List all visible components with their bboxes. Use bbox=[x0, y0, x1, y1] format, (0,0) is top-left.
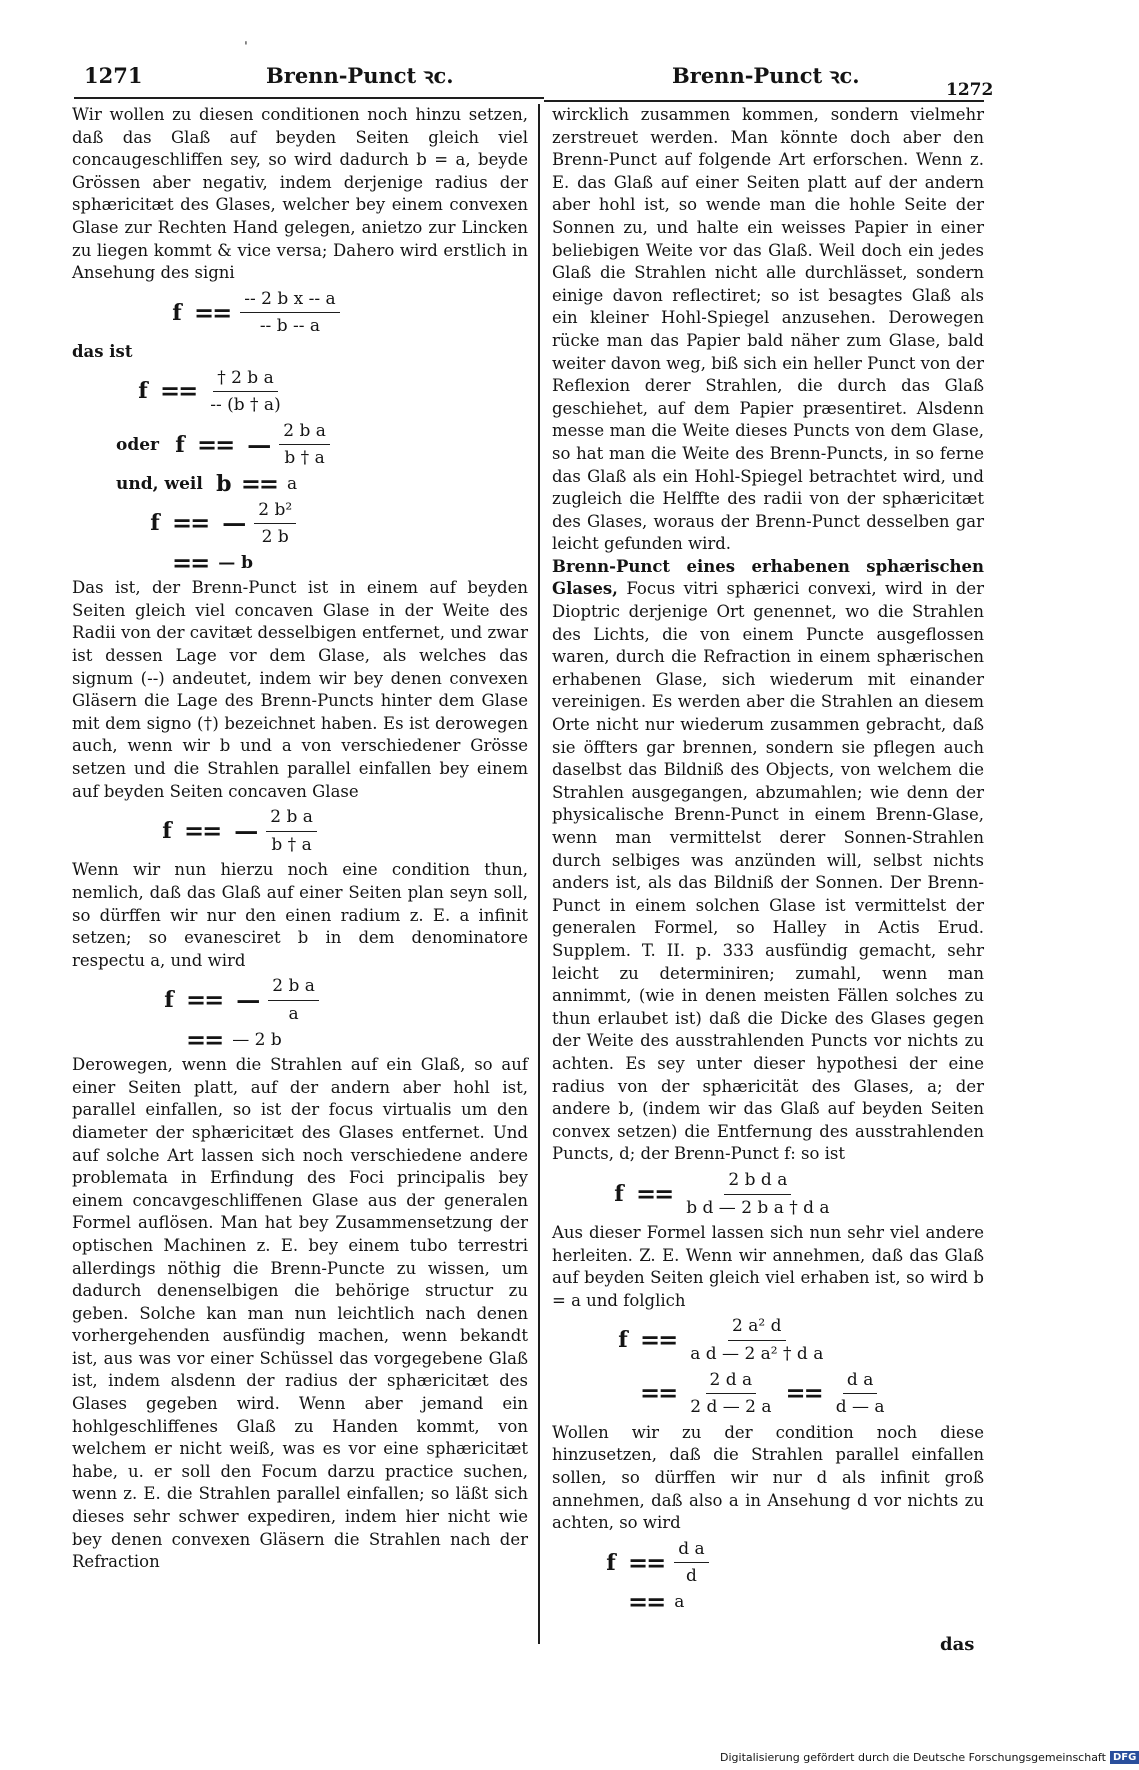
right-page-number: 1272 bbox=[946, 80, 994, 100]
left-running-title: Brenn-Punct ꝛc. bbox=[266, 63, 454, 88]
numerator: 2 a² d bbox=[728, 1315, 785, 1341]
paragraph: Wollen wir zu der condition noch diese hinzusetzen, daß die Strahlen parallel einfallen sollen, so dürffen wir nur d als infinit groß annehmen, daß also a in Ansehung d vor nichts zu achten, so wird bbox=[552, 1422, 984, 1533]
eq-lhs: f bbox=[172, 299, 182, 326]
minus-sign: — bbox=[236, 985, 259, 1015]
equals-sign: == bbox=[172, 508, 209, 538]
numerator: -- 2 b x -- a bbox=[240, 288, 339, 314]
eq-value: — b bbox=[218, 552, 254, 573]
paragraph: Derowegen, wenn die Strahlen auf ein Glaß, so auf einer Seiten platt, auf der andern aber hohl ist, parallel einfallen, so ist der focus virtualis um den diameter der sphæricitæt des Glases entfernet. Und auf solche Art lassen sich noch verschiedene andere problemata in Erfindung des Foci principalis bey einem concavgeschliffenen Glase aus der generalen Formel auflösen. Man hat bey Zusammensetzung der optischen Machinen z. E. bey einem tubo terrestri allerdings nöthig die Brenn-Puncte zu wissen, um dadurch denenselbigen die behörige structur zu geben. Solche kan man nun leichtlich nach denen vorhergehenden ausfündig machen, wenn bekandt ist, aus was vor einer Schüssel das vorgegebene Glaß ist, indem alsdenn der radius der sphæricitæt des Glases gegeben wird. Wenn aber jemand ein hohlgeschliffenes Glaß zu Handen kommt, von welchem er nicht weiß, was es vor eine sphæricitæt habe, u. er soll den Focum darzu practice suchen, wenn z. E. die Strahlen parallel einfallen; so läßt sich dieses sehr schwer expediren, indem hier nicht wie bey denen convexen Gläsern die Strahlen nach der Refraction bbox=[72, 1055, 528, 1572]
fraction bbox=[254, 499, 296, 549]
fraction bbox=[206, 367, 284, 417]
minus-sign: — bbox=[247, 429, 270, 459]
paragraph: Aus dieser Formel lassen sich nun sehr viel andere herleiten. Z. E. Wenn wir annehmen, daß das Glaß auf beyden Seiten gleich viel erhaben ist, so wird b = a und folglich bbox=[552, 1223, 984, 1310]
denominator: a bbox=[288, 1003, 299, 1024]
equation bbox=[168, 547, 528, 577]
equals-sign: == bbox=[172, 547, 209, 577]
dfg-logo: DFG bbox=[1110, 1751, 1139, 1764]
numerator: d a bbox=[843, 1369, 877, 1395]
denominator: -- (b † a) bbox=[210, 395, 281, 416]
header-rule-right bbox=[544, 100, 984, 102]
fraction bbox=[686, 1315, 827, 1365]
equals-sign: == bbox=[160, 376, 197, 406]
equals-sign: == bbox=[197, 429, 234, 459]
eq-lhs: f bbox=[162, 818, 172, 845]
fraction bbox=[240, 288, 339, 338]
eq-value: — 2 b bbox=[232, 1029, 282, 1050]
eq-lhs: f bbox=[150, 510, 160, 537]
equation bbox=[116, 468, 528, 498]
equals-sign: == bbox=[628, 1587, 665, 1616]
equals-sign: == bbox=[186, 1024, 223, 1054]
eq-lhs: f bbox=[618, 1327, 628, 1354]
paragraph bbox=[552, 556, 984, 1166]
equation bbox=[130, 367, 528, 417]
eq-lhs: f bbox=[138, 378, 148, 405]
denominator: d bbox=[685, 1566, 697, 1587]
left-column bbox=[72, 104, 528, 1574]
header-rule-left bbox=[74, 97, 544, 99]
numerator: d a bbox=[674, 1538, 708, 1564]
denominator: 2 d — 2 a bbox=[690, 1397, 772, 1418]
section-heading: Brenn-Punct eines erhabenen sphærischen Glases, bbox=[552, 556, 984, 599]
equals-sign: == bbox=[640, 1378, 677, 1408]
paragraph: das ist bbox=[72, 341, 133, 361]
numerator: 2 b d a bbox=[724, 1169, 791, 1195]
denominator: -- b -- a bbox=[259, 316, 321, 337]
eq-word: und, weil bbox=[116, 473, 203, 494]
digitization-credit bbox=[720, 1751, 1139, 1764]
equation bbox=[636, 1369, 984, 1419]
eq-lhs: f bbox=[614, 1180, 624, 1207]
equals-sign: == bbox=[240, 468, 278, 498]
equation bbox=[610, 1315, 984, 1365]
equals-sign: == bbox=[194, 297, 231, 327]
minus-sign: — bbox=[222, 508, 245, 538]
ink-mark: ˈ bbox=[244, 40, 248, 56]
numerator: 2 b² bbox=[254, 499, 296, 525]
denominator: b † a bbox=[271, 834, 312, 855]
denominator: b † a bbox=[284, 448, 325, 469]
equals-sign: == bbox=[785, 1378, 822, 1408]
numerator: 2 b a bbox=[268, 975, 319, 1001]
right-column bbox=[552, 104, 984, 1617]
numerator: 2 d a bbox=[706, 1369, 757, 1395]
eq-value: a bbox=[674, 1592, 685, 1612]
eq-lhs: f bbox=[606, 1549, 616, 1576]
equals-sign: == bbox=[186, 985, 223, 1015]
equals-sign: == bbox=[628, 1547, 665, 1577]
paragraph: Wir wollen zu diesen conditionen noch hinzu setzen, daß das Glaß auf beyden Seiten gleich viel concaugeschliffen sey, so wird dadurch b = a, beyde Grössen aber negativ, indem derjenige radius der sphæricitæt des Glases, welcher bey einem convexen Glase zur Rechten Hand gelegen, anietzo zur Lincken zu liegen kommt & vice versa; Dahero wird erstlich in Ansehung des signi bbox=[72, 105, 528, 283]
equation bbox=[598, 1538, 984, 1588]
equals-sign: == bbox=[184, 816, 221, 846]
equation bbox=[156, 975, 528, 1025]
denominator: a d — 2 a² † d a bbox=[690, 1344, 824, 1365]
fraction bbox=[832, 1369, 889, 1419]
equation bbox=[182, 1024, 528, 1054]
eq-value: a bbox=[287, 473, 298, 494]
equation bbox=[606, 1169, 984, 1219]
numerator: † 2 b a bbox=[213, 367, 278, 393]
fraction bbox=[268, 975, 319, 1025]
denominator: 2 b bbox=[261, 527, 289, 548]
paragraph: Wenn wir nun hierzu noch eine condition thun, nemlich, daß das Glaß auf einer Seiten plan seyn soll, so dürffen wir nur den einen radium z. E. a infinit setzen; so evanesciret b in dem denominatore respectu a, und wird bbox=[72, 860, 528, 970]
minus-sign: — bbox=[234, 816, 257, 846]
equation bbox=[624, 1587, 984, 1616]
fraction bbox=[266, 806, 317, 856]
paragraph: Das ist, der Brenn-Punct ist in einem auf beyden Seiten gleich viel concaven Glase in der Weite des Radii von der cavitæt desselbigen entfernet, und zwar ist dessen Lage vor dem Glase, als welches das signum (--) andeutet, indem wir bey denen convexen Gläsern die Lage des Brenn-Puncts hinter dem Glase mit dem signo (†) bezeichnet haben. Es ist derowegen auch, wenn wir b und a von verschiedener Grösse setzen und die Strahlen parallel einfallen bey einem auf beyden Seiten concaven Glase bbox=[72, 578, 528, 801]
fraction bbox=[686, 1369, 775, 1419]
denominator: b d — 2 b a † d a bbox=[686, 1197, 830, 1218]
catchword: das bbox=[940, 1634, 975, 1655]
left-page-number: 1271 bbox=[84, 63, 143, 88]
equals-sign: == bbox=[640, 1325, 677, 1355]
right-running-title: Brenn-Punct ꝛc. bbox=[672, 63, 860, 88]
equation bbox=[142, 499, 528, 549]
eq-word: oder bbox=[116, 434, 159, 455]
denominator: d — a bbox=[835, 1397, 885, 1418]
equals-sign: == bbox=[636, 1178, 673, 1208]
paragraph: wircklich zusammen kommen, sondern vielmehr zerstreuet werden. Man könnte doch aber den Brenn-Punct auf folgende Art erforschen. Wenn z. E. das Glaß auf einer Seiten platt auf der andern aber hohl ist, so wende man die hohle Seite der Sonnen zu, und halte ein weisses Papier in einer beliebigen Weite vor das Glaß. Weil doch ein jedes Glaß die Strahlen nicht alle durchlässet, sondern einige davon reflectiret; so ist besagtes Glaß als ein kleiner Hohl-Spiegel anzusehen. Derowegen rücke man das Papier bald näher zum Glase, bald weiter davon weg, biß sich ein heller Punct von der Reflexion derer Strahlen, die durch das Glaß geschiehet, auf dem Papier præsentiret. Alsdenn messe man die Weite dieses Puncts von dem Glase, so hat man die Weite des Brenn-Puncts, in so ferne das Glaß als ein Hohl-Spiegel betrachtet wird, und zugleich die Helffte des radii von der sphæricitæt des Glases, woraus der Brenn-Punct desselben gar leicht gefunden wird. bbox=[552, 105, 984, 554]
fraction bbox=[279, 420, 330, 470]
eq-lhs: b bbox=[216, 470, 232, 497]
numerator: 2 b a bbox=[279, 420, 330, 446]
equation bbox=[164, 288, 528, 338]
eq-lhs: f bbox=[164, 987, 174, 1014]
fraction bbox=[674, 1538, 708, 1588]
equation bbox=[154, 806, 528, 856]
section-text: Focus vitri sphærici convexi, wird in der Dioptric derjenige Ort genennet, wo die Strahlen des Lichts, die von einem Puncte ausgeflossen waren, durch die Refraction in einem sphærischen erhabenen Glase, sich wiederum mit einander vereinigen. Es werden aber die Strahlen an diesem Orte nicht nur wiederum zusammen gebracht, daß sie öffters gar brennen, sondern sie pflegen auch daselbst das Bildniß des Objects, von welchem die Strahlen ausgegangen, abzumahlen; wie denn der physicalische Brenn-Punct in einem Brenn-Glase, wenn man vermittelst derer Sonnen-Strahlen durch selbiges was anzünden will, selbst nichts anders ist, als das Bildniß der Sonnen. Der Brenn-Punct in einem solchen Glase ist vermittelst der generalen Formel, so Halley in Actis Erud. Supplem. T. II. p. 333 ausfündig gemacht, sehr leicht zu determiniren; zumahl, wenn man annimmt, (wie in denen meisten Fällen solches zu thun erlaubet ist) daß die Dicke des Glases gegen der Weite des ausstrahlenden Puncts vor nichts zu achten. Es sey unter dieser hypothesi der eine radius von der sphæricität des Glases, a; der andere b, (indem wir das Glaß auf beyden Seiten convex setzen) die Entfernung des ausstrahlenden Puncts, d; der Brenn-Punct f: so ist bbox=[552, 579, 984, 1164]
column-divider bbox=[538, 104, 540, 1644]
fraction bbox=[682, 1169, 833, 1219]
credit-text: Digitalisierung gefördert durch die Deutsche Forschungsgemeinschaft bbox=[720, 1751, 1106, 1764]
numerator: 2 b a bbox=[266, 806, 317, 832]
eq-lhs: f bbox=[175, 431, 185, 458]
equation bbox=[116, 420, 528, 470]
